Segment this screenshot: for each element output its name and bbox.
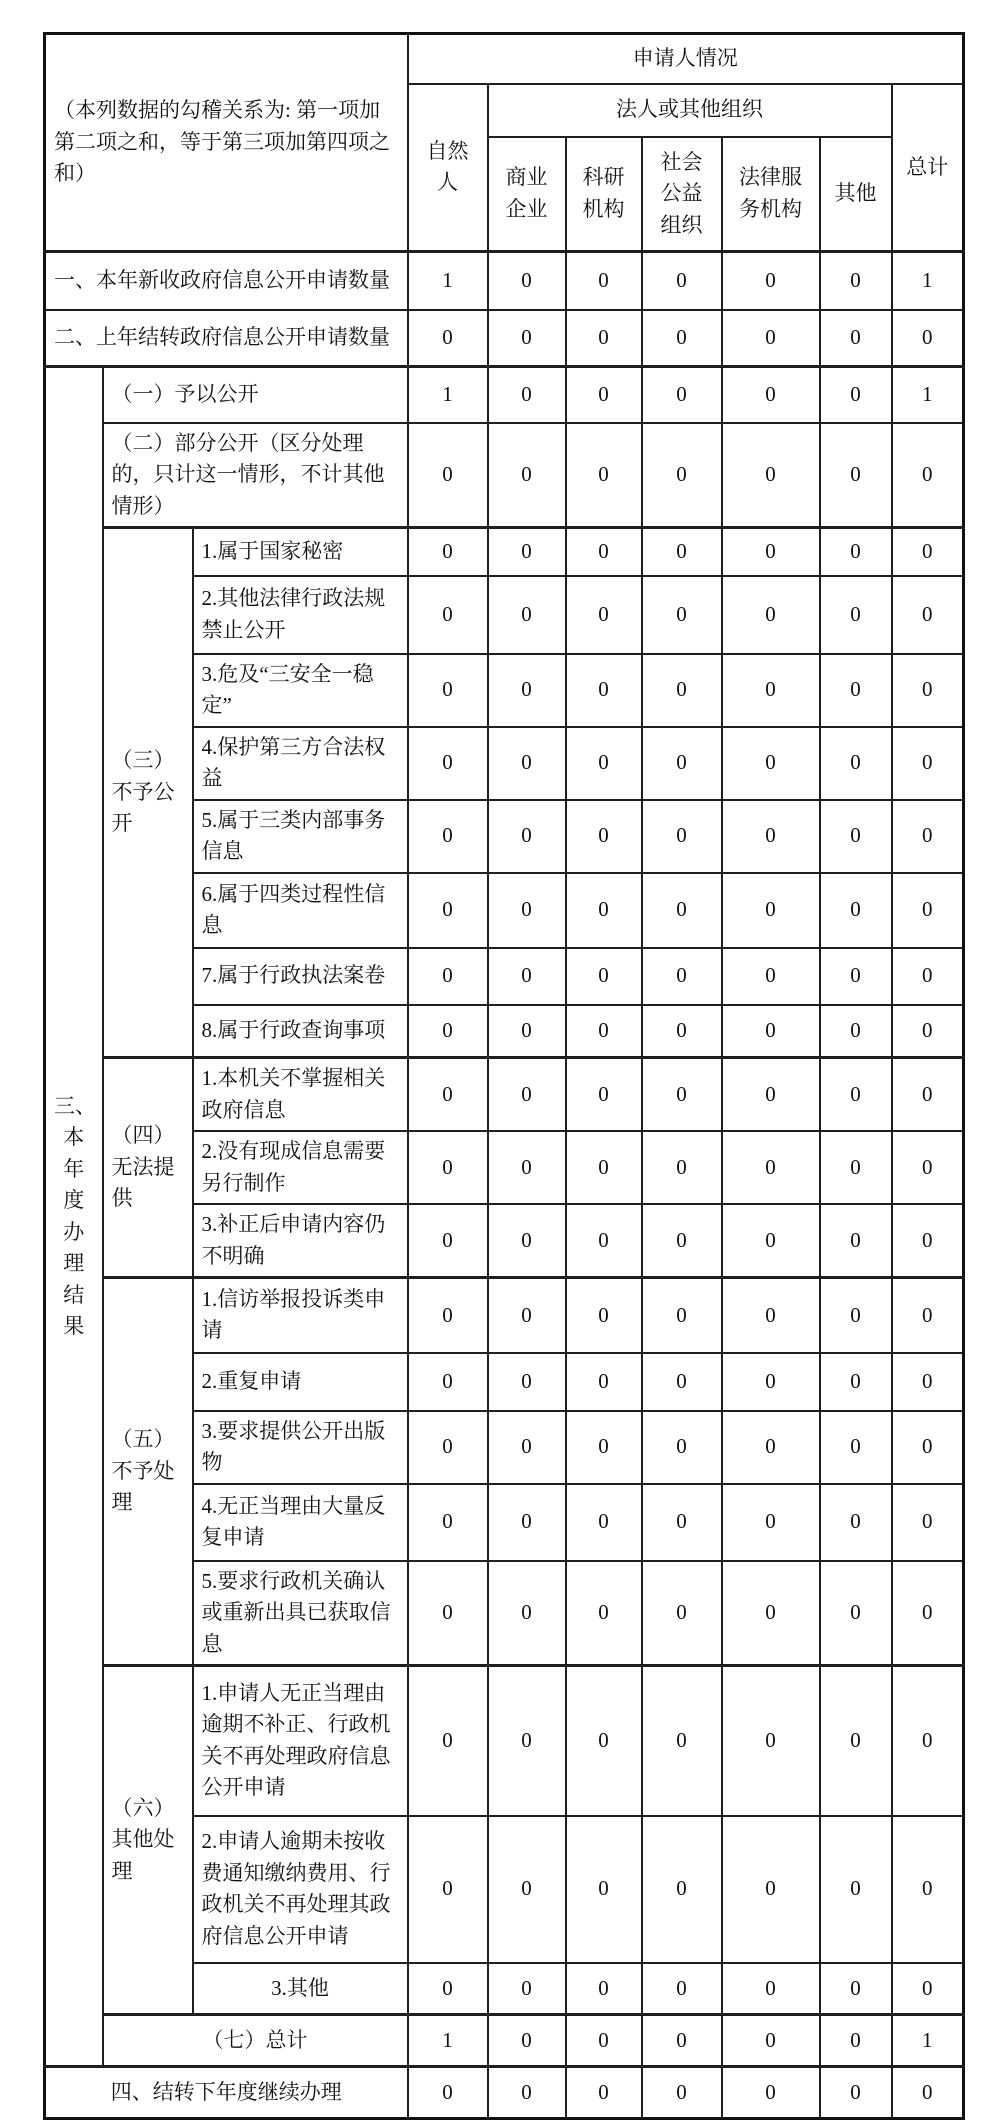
value-cell: 0 <box>408 727 488 800</box>
value-cell: 0 <box>820 1561 892 1666</box>
value-cell: 0 <box>820 1131 892 1204</box>
value-cell: 0 <box>488 1353 566 1411</box>
value-cell: 0 <box>820 1816 892 1963</box>
value-cell: 0 <box>892 1204 964 1278</box>
value-cell: 0 <box>820 2067 892 2119</box>
value-cell: 1 <box>892 2015 964 2067</box>
value-cell: 0 <box>642 873 722 948</box>
value-cell: 0 <box>820 1204 892 1278</box>
value-cell: 0 <box>488 1484 566 1561</box>
value-cell: 0 <box>642 1816 722 1963</box>
value-cell: 0 <box>488 1666 566 1816</box>
value-cell: 0 <box>722 1484 820 1561</box>
value-cell: 0 <box>820 727 892 800</box>
value-cell: 0 <box>566 1561 642 1666</box>
value-cell: 0 <box>566 576 642 654</box>
value-cell: 0 <box>566 528 642 576</box>
value-cell: 0 <box>892 654 964 727</box>
value-cell: 0 <box>820 1005 892 1058</box>
value-cell: 0 <box>566 800 642 873</box>
corner-note-cell: （本列数据的勾稽关系为: 第一项加第二项之和，等于第三项加第四项之和） <box>45 34 408 252</box>
value-cell: 0 <box>642 1484 722 1561</box>
value-cell: 0 <box>566 1131 642 1204</box>
value-cell: 0 <box>408 654 488 727</box>
row-label-new-applications: 一、本年新收政府信息公开申请数量 <box>45 252 408 310</box>
value-cell: 0 <box>488 873 566 948</box>
item-label: 1.信访举报投诉类申请 <box>193 1278 408 1353</box>
value-cell: 0 <box>642 1963 722 2015</box>
value-cell: 0 <box>566 1666 642 1816</box>
value-cell: 0 <box>722 727 820 800</box>
value-cell: 0 <box>892 1411 964 1484</box>
value-cell: 0 <box>892 1666 964 1816</box>
value-cell: 0 <box>642 423 722 528</box>
value-cell: 0 <box>820 252 892 310</box>
value-cell: 0 <box>408 1005 488 1058</box>
value-cell: 0 <box>820 800 892 873</box>
value-cell: 0 <box>488 1278 566 1353</box>
value-cell: 0 <box>566 1278 642 1353</box>
value-cell: 0 <box>566 1411 642 1484</box>
value-cell: 0 <box>722 2067 820 2119</box>
value-cell: 0 <box>566 423 642 528</box>
value-cell: 0 <box>642 1561 722 1666</box>
value-cell: 0 <box>642 528 722 576</box>
item-label: 3.要求提供公开出版物 <box>193 1411 408 1484</box>
value-cell: 0 <box>722 654 820 727</box>
value-cell: 0 <box>722 1204 820 1278</box>
value-cell: 0 <box>408 800 488 873</box>
subsection-label-not-disclosed: （三）不予公开 <box>103 528 193 1058</box>
value-cell: 0 <box>566 310 642 367</box>
item-label: 1.属于国家秘密 <box>193 528 408 576</box>
value-cell: 0 <box>722 252 820 310</box>
value-cell: 0 <box>408 1816 488 1963</box>
value-cell: 0 <box>566 1005 642 1058</box>
value-cell: 0 <box>488 1963 566 2015</box>
value-cell: 0 <box>722 948 820 1005</box>
value-cell: 0 <box>408 1058 488 1132</box>
value-cell: 0 <box>566 1058 642 1132</box>
value-cell: 0 <box>488 423 566 528</box>
value-cell: 0 <box>820 1353 892 1411</box>
value-cell: 0 <box>408 310 488 367</box>
value-cell: 0 <box>820 1411 892 1484</box>
item-label: 3.危及“三安全一稳定” <box>193 654 408 727</box>
value-cell: 0 <box>488 576 566 654</box>
value-cell: 0 <box>642 1058 722 1132</box>
value-cell: 1 <box>892 252 964 310</box>
value-cell: 0 <box>892 2067 964 2119</box>
value-cell: 0 <box>566 948 642 1005</box>
value-cell: 0 <box>488 1411 566 1484</box>
item-label: 3.补正后申请内容仍不明确 <box>193 1204 408 1278</box>
value-cell: 0 <box>892 1005 964 1058</box>
header-sub-col-research: 科研机构 <box>566 137 642 252</box>
value-cell: 0 <box>566 1484 642 1561</box>
value-cell: 0 <box>488 2015 566 2067</box>
header-sub-col-public-welfare: 社会公益组织 <box>642 137 722 252</box>
value-cell: 0 <box>642 576 722 654</box>
header-applicant-group: 申请人情况 <box>408 34 964 84</box>
value-cell: 0 <box>488 2067 566 2119</box>
value-cell: 0 <box>820 1278 892 1353</box>
subsection-label-unable-to-provide: （四）无法提供 <box>103 1058 193 1278</box>
row-label-partially-disclosed: （二）部分公开（区分处理的，只计这一情形，不计其他情形） <box>103 423 408 528</box>
item-label: 1.申请人无正当理由逾期不补正、行政机关不再处理政府信息公开申请 <box>193 1666 408 1816</box>
header-total: 总计 <box>892 84 964 252</box>
item-label: 4.保护第三方合法权益 <box>193 727 408 800</box>
value-cell: 0 <box>566 873 642 948</box>
value-cell: 0 <box>892 1131 964 1204</box>
value-cell: 0 <box>892 873 964 948</box>
value-cell: 1 <box>892 367 964 423</box>
row-label-granted: （一）予以公开 <box>103 367 408 423</box>
value-cell: 0 <box>488 252 566 310</box>
value-cell: 0 <box>722 1411 820 1484</box>
item-label: 7.属于行政执法案卷 <box>193 948 408 1005</box>
value-cell: 0 <box>642 1131 722 1204</box>
value-cell: 0 <box>408 1963 488 2015</box>
value-cell: 0 <box>642 2067 722 2119</box>
value-cell: 0 <box>722 1963 820 2015</box>
value-cell: 0 <box>722 310 820 367</box>
value-cell: 0 <box>488 948 566 1005</box>
value-cell: 0 <box>566 1353 642 1411</box>
value-cell: 0 <box>642 1005 722 1058</box>
value-cell: 0 <box>892 310 964 367</box>
row-label-carry-to-next-year: 四、结转下年度继续办理 <box>45 2067 408 2119</box>
item-label: 6.属于四类过程性信息 <box>193 873 408 948</box>
value-cell: 0 <box>566 1204 642 1278</box>
value-cell: 0 <box>892 1963 964 2015</box>
value-cell: 0 <box>820 423 892 528</box>
section-label-annual-results: 三、本年度办理结果 <box>45 367 103 2067</box>
value-cell: 0 <box>408 576 488 654</box>
value-cell: 0 <box>820 2015 892 2067</box>
value-cell: 0 <box>642 1666 722 1816</box>
value-cell: 0 <box>408 1561 488 1666</box>
value-cell: 0 <box>642 1204 722 1278</box>
value-cell: 0 <box>566 2015 642 2067</box>
value-cell: 0 <box>722 528 820 576</box>
value-cell: 0 <box>408 948 488 1005</box>
header-natural-person: 自然人 <box>408 84 488 252</box>
value-cell: 0 <box>722 1561 820 1666</box>
value-cell: 0 <box>722 423 820 528</box>
value-cell: 0 <box>408 1131 488 1204</box>
value-cell: 0 <box>820 873 892 948</box>
value-cell: 0 <box>820 528 892 576</box>
value-cell: 0 <box>642 1353 722 1411</box>
value-cell: 0 <box>408 1204 488 1278</box>
item-label: 4.无正当理由大量反复申请 <box>193 1484 408 1561</box>
item-label-other: 3.其他 <box>193 1963 408 2015</box>
value-cell: 0 <box>892 727 964 800</box>
item-label: 5.要求行政机关确认或重新出具已获取信息 <box>193 1561 408 1666</box>
value-cell: 0 <box>642 727 722 800</box>
value-cell: 0 <box>642 367 722 423</box>
value-cell: 0 <box>892 1353 964 1411</box>
value-cell: 0 <box>820 1484 892 1561</box>
value-cell: 0 <box>722 1005 820 1058</box>
value-cell: 0 <box>892 1484 964 1561</box>
value-cell: 0 <box>408 528 488 576</box>
value-cell: 0 <box>566 2067 642 2119</box>
item-label: 1.本机关不掌握相关政府信息 <box>193 1058 408 1132</box>
value-cell: 0 <box>892 1561 964 1666</box>
header-legal-group: 法人或其他组织 <box>488 84 892 137</box>
value-cell: 0 <box>892 800 964 873</box>
value-cell: 0 <box>566 1816 642 1963</box>
value-cell: 0 <box>408 873 488 948</box>
value-cell: 0 <box>408 1411 488 1484</box>
value-cell: 0 <box>642 2015 722 2067</box>
report-page <box>0 32 1000 2117</box>
header-sub-col-legal-service: 法律服务机构 <box>722 137 820 252</box>
value-cell: 0 <box>408 1666 488 1816</box>
item-label: 8.属于行政查询事项 <box>193 1005 408 1058</box>
value-cell: 0 <box>642 1278 722 1353</box>
value-cell: 0 <box>642 252 722 310</box>
value-cell: 1 <box>408 2015 488 2067</box>
header-sub-col-other: 其他 <box>820 137 892 252</box>
value-cell: 0 <box>566 727 642 800</box>
row-label-subtotal: （七）总计 <box>103 2015 408 2067</box>
value-cell: 0 <box>408 1353 488 1411</box>
subsection-label-other-handling: （六）其他处理 <box>103 1666 193 2015</box>
value-cell: 0 <box>892 948 964 1005</box>
value-cell: 0 <box>408 1484 488 1561</box>
value-cell: 0 <box>892 528 964 576</box>
value-cell: 0 <box>820 367 892 423</box>
value-cell: 0 <box>488 310 566 367</box>
value-cell: 0 <box>892 1278 964 1353</box>
value-cell: 0 <box>408 423 488 528</box>
item-label: 2.申请人逾期未按收费通知缴纳费用、行政机关不再处理其政府信息公开申请 <box>193 1816 408 1963</box>
value-cell: 0 <box>820 310 892 367</box>
value-cell: 0 <box>892 1058 964 1132</box>
row-label-carried-over: 二、上年结转政府信息公开申请数量 <box>45 310 408 367</box>
value-cell: 0 <box>566 252 642 310</box>
value-cell: 0 <box>488 800 566 873</box>
value-cell: 0 <box>566 654 642 727</box>
value-cell: 0 <box>722 800 820 873</box>
value-cell: 0 <box>488 1561 566 1666</box>
value-cell: 0 <box>642 1411 722 1484</box>
value-cell: 0 <box>408 1278 488 1353</box>
value-cell: 0 <box>642 948 722 1005</box>
value-cell: 0 <box>820 576 892 654</box>
value-cell: 0 <box>488 528 566 576</box>
value-cell: 0 <box>488 1005 566 1058</box>
value-cell: 0 <box>892 423 964 528</box>
value-cell: 0 <box>722 367 820 423</box>
value-cell: 0 <box>722 1666 820 1816</box>
header-sub-col-commercial: 商业企业 <box>488 137 566 252</box>
value-cell: 0 <box>642 654 722 727</box>
value-cell: 0 <box>820 1058 892 1132</box>
item-label: 2.没有现成信息需要另行制作 <box>193 1131 408 1204</box>
gov-info-disclosure-application-table <box>43 32 965 2120</box>
value-cell: 0 <box>820 1963 892 2015</box>
value-cell: 0 <box>722 873 820 948</box>
item-label: 5.属于三类内部事务信息 <box>193 800 408 873</box>
value-cell: 0 <box>820 654 892 727</box>
item-label: 2.其他法律行政法规禁止公开 <box>193 576 408 654</box>
value-cell: 0 <box>722 1353 820 1411</box>
value-cell: 1 <box>408 252 488 310</box>
value-cell: 0 <box>722 1816 820 1963</box>
value-cell: 0 <box>820 948 892 1005</box>
value-cell: 0 <box>722 1131 820 1204</box>
value-cell: 0 <box>488 367 566 423</box>
value-cell: 1 <box>408 367 488 423</box>
value-cell: 0 <box>488 1058 566 1132</box>
value-cell: 0 <box>722 1278 820 1353</box>
value-cell: 0 <box>820 1666 892 1816</box>
item-label: 2.重复申请 <box>193 1353 408 1411</box>
value-cell: 0 <box>488 1204 566 1278</box>
value-cell: 0 <box>566 1963 642 2015</box>
value-cell: 0 <box>642 310 722 367</box>
value-cell: 0 <box>722 1058 820 1132</box>
value-cell: 0 <box>722 576 820 654</box>
value-cell: 0 <box>722 2015 820 2067</box>
value-cell: 0 <box>488 1816 566 1963</box>
value-cell: 0 <box>892 1816 964 1963</box>
value-cell: 0 <box>488 654 566 727</box>
value-cell: 0 <box>408 2067 488 2119</box>
value-cell: 0 <box>642 800 722 873</box>
value-cell: 0 <box>488 1131 566 1204</box>
subsection-label-not-processed: （五）不予处理 <box>103 1278 193 1666</box>
value-cell: 0 <box>892 576 964 654</box>
value-cell: 0 <box>488 727 566 800</box>
value-cell: 0 <box>566 367 642 423</box>
